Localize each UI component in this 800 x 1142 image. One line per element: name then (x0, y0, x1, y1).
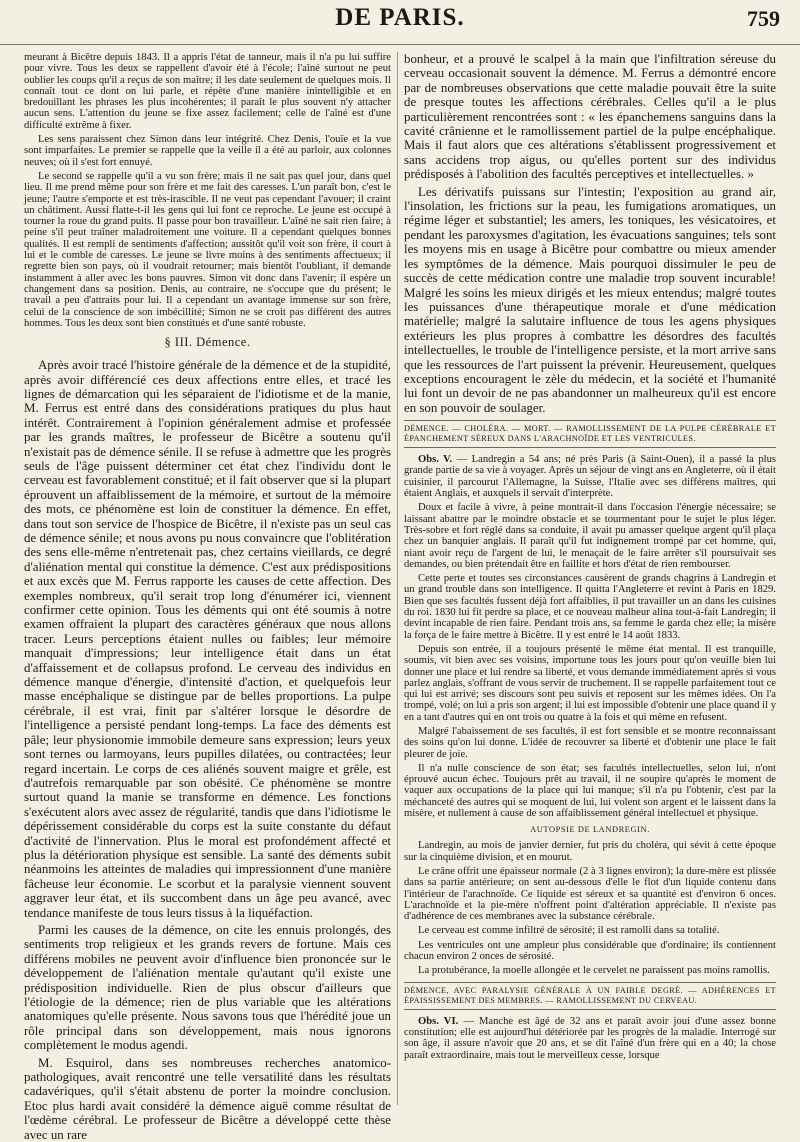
paragraph: Le cerveau est comme infiltré de sérosité; il est ramolli dans sa totalité. (418, 925, 720, 937)
paragraph: Il n'a nulle conscience de son état; ses facultés intellectuelles, selon lui, n'ont éprouvé aucun échec. Toujours prêt au travail, il ne soupire qu'après le moment de vaquer aux occupations de la place qui lui manque; s'il n'a pu l'obtenir, c'est par la méchanceté des autres qui se moquent de lui, lui volent son argent et le laissent dans la misère, et nullement à cause de son affaiblissement général intellectuel et physique. (404, 762, 776, 820)
right-large-text (404, 52, 776, 415)
paragraph: Cette perte et toutes ses circonstances causèrent de grands chagrins à Landregin et un grand trouble dans son intelligence. Il quitta l'Angleterre et revint à Paris en 1829. Bien que ses facultés fussent déjà fort affaiblies, il put travailler un an dans les cuisines du roi. 1830 lui fit perdre sa place, et ce nouveau malheur alina tout-à-fait Landregin; il devint incapable de rien faire. Pendant trois ans, sa femme le garda chez elle; la misère la força de le faire mettre à Bicêtre. Il y est entré le 14 août 1833. (404, 573, 776, 641)
paragraph: Malgré l'abaissement de ses facultés, il est fort sensible et se montre reconnaissant des soins qu'on lui donne. L'idée de recouvrer sa liberté et d'obtenir une place le fait pleurer de joie. (404, 725, 776, 760)
case-heading-obs-6: DÉMENCE, AVEC PARALYSIE GÉNÉRALE À UN FAIBLE DEGRÉ. — ADHÉRENCES ET ÉPAISSISSEMENT DES MEMBRES. — RAMOLLISSEMENT DU CERVEAU. (404, 982, 776, 1010)
case-text-obs-5 (404, 454, 776, 819)
paragraph-text: — Manche est âgé de 32 ans et paraît avoir joui d'une assez bonne constitution; elle est aujourd'hui détériorée par les progrès de la maladie. Interrogé sur son âge, il assure n'avoir que 20 ans, et se dit l'aîné d'un frère qui en a 40; la chose paraît extraordinaire, mais tout le merveilleux cesse, lorsque (404, 1015, 776, 1061)
paragraph: bonheur, et a prouvé le scalpel à la main que l'infiltration séreuse du cerveau occasionait souvent la démence. M. Ferrus a démontré encore par de nombreuses observations que cette maladie pouvait être la suite de presque toutes les affections cérébrales. Celles qu'il a le plus particulièrement rencontrées sont : « les épanchemens sanguins dans la cavité crânienne et le ramollissement partiel de la pulpe encéphalique. Mais il faut alors que ces altérations s'établissent progressivement et sans accidens trop aigus, ou qu'elles portent sur des individus prédisposés à l'abolition des facultés perceptives et intellectuelles. » (404, 52, 776, 182)
paragraph: Depuis son entrée, il a toujours présenté le même état mental. Il est tranquille, soumis, vit bien avec ses voisins, importune tous les jours pour qu'on veuille bien lui donner une place et lui rendre sa liberté, et vous demande immédiatement après si vous parlez anglais, s'offrant de vous servir de truchement. Il se rappelle parfaitement tout ce qui lui est arrivé; ses discours sont peu suivis et reposent sur les mêmes idées. On l'a trompé, volé; on lui a pris son argent; il lui est impossible d'obtenir une place quand il y en a tant d'autres qui en ont trois ou quatre à la fois et qui même en refusent. (404, 643, 776, 723)
case-text-obs-6 (404, 1016, 776, 1061)
paragraph (404, 1016, 776, 1061)
section-heading: § III. Démence. (164, 335, 251, 350)
left-column (24, 52, 391, 1142)
paragraph: M. Esquirol, dans ses nombreuses recherches anatomico-pathologiques, avait rencontré une telle versatilité dans les résultats cadavériques, qu'il s'était abstenu de porter la moindre conclusion. Etoc plus hardi avait considéré la démence aiguë comme résultat de l'œdème cérébral. Le professeur de Bicêtre a développé cette thèse avec un rare (24, 1055, 391, 1142)
column-divider (397, 52, 398, 1105)
observation-label: Obs. V. (418, 454, 453, 466)
paragraph-text: — Landregin a 54 ans; né près Paris (à Saint-Ouen), il a passé la plus grande partie de sa vie à voyager. Après un séjour de vingt ans en Angleterre, où il était cuisinier, il parcourut l'Allemagne, la Suisse, l'Italie avec ses différens maîtres, qui étaient Anglais, et auxquels il servait d'interprète. (404, 454, 777, 500)
paragraph: Le crâne offrit une épaisseur normale (2 à 3 lignes environ); la dure-mère est plissée dans sa partie antérieure; on sent au-dessous d'elle le flot d'un liquide contenu dans l'intérieur de l'arachnoïde. Ce liquide est séreux et sa quantité est d'environ 6 onces. L'arachnoïde et la pie-mère n'offrent point d'altération appréciable. Il n'existe pas d'adhérence de ces membranes avec la substance cérébrale. (404, 865, 776, 923)
page-number: 759 (747, 6, 780, 31)
paragraph (404, 454, 776, 499)
paragraph: La protubérance, la moelle allongée et le cervelet ne paraissent pas moins ramollis. (418, 965, 770, 977)
paragraph: meurant à Bicêtre depuis 1843. Il a appris l'état de tanneur, mais il n'a pu lui suffire pour vivre. Tous les deux se rappellent d'avoir été à l'école; l'aîné surtout ne peut oublier les coups qu'il a reçus de son maître; il les date seulement de quelques mois. Il connaît tout ce dont on lui parle, et répète d'une manière inintelligible et en bredouillant les phrases les plus incohérentes; il paraît le plus souvent n'y attacher aucun sens. L'attention du jeune se fixe assez facilement; celle de l'aîné est d'une difficulté extrême à fixer. (24, 52, 391, 131)
left-large-text (24, 358, 391, 1142)
paragraph: Après avoir tracé l'histoire générale de la démence et de la stupidité, après avoir différencié ces deux affections entre elles, et tracé les lignes de démarcation qui les séparaient de l'idiotisme et de la manie, M. Ferrus est entré dans des considérations pratiques du plus haut intérêt. Contrairement à l'opinion généralement admise et professée par les grands maîtres, le professeur de Bicêtre a soutenu qu'il n'existait pas de démence sénile. Il se refuse à admettre que les progrès seuls de l'âge puissent déterminer cet état chez l'individu dont le cerveau est favorablement constitué; et il fait observer que si la plupart éprouvent un affaiblissement de la mémoire, et surtout de la mémoire des mots, ce phénomène est loin de constituer la démence. En effet, dans tout son service de l'hospice de Bicêtre, il n'existe pas un seul cas de démence sénile; et nous avons pu nous convaincre que l'oblitération des sens elle-même n'entretenait pas, chez certains vieillards, ce degré d'aliénation mental qui constitue la démence. C'est aux prédispositions et aux excès que M. Ferrus rapporte les causes de cette affection. Des exemples nombreux, qu'il serait trop long d'énumérer ici, viennent confirmer cette opinion. Tous les déments qui ont été soumis à notre examen offraient la plupart des caractères généraux que nous allons tracer. Leurs perceptions étaient nulles ou faibles; leur mémoire manquait d'impressions; leur intelligence était dans un état d'affaissement et de collapsus profond. Le cerveau des individus en démence manque d'énergie, d'intensité d'action, et quelquefois leur masse encéphalique se distingue par de belles proportions. La pulpe cérébrale, il est vrai, finit par s'altérer lorsque le désordre de l'intelligence a persisté pendant long-temps. La face des déments est pâle; leur physionomie immobile demeure sans expression; leurs yeux sont ternes ou larmoyans, leurs pupilles dilatées, ou contractées; leur regard incertain. Le corps de ces aliénés souvent maigre et grêle, est d'autrefois remarquable par son obésité. Ce phénomène se montre surtout quand la manie se transforme en démence. Les fonctions s'exécutent alors avec assez de régularité, tandis que dans l'idiotisme le dépérissement considérable du corps est la suite constante du défaut d'activité de l'innervation. Plus le moral est profondément affecté et plus la détérioration physique est sensible. La santé des déments subit néanmoins les atteintes de maladies qui impressionnent d'une manière fâcheuse leur économie. Le scorbut et la paralysie viennent souvent aggraver leur état, et ils succombent dans un âge peu avancé, avec tendance manifeste de tous leurs tissus à la liquéfaction. (24, 358, 391, 920)
right-column (404, 52, 776, 1105)
case-heading-obs-5: DÉMENCE. — CHOLÉRA. — MORT. — RAMOLLISSEMENT DE LA PULPE CÉRÉBRALE ET ÉPANCHEMENT SÉREUX DANS L'ARACHNOÏDE ET LES VENTRICULES. (404, 420, 776, 448)
autopsy-heading: AUTOPSIE DE LANDREGIN. (530, 825, 650, 835)
paragraph: Les dérivatifs puissans sur l'intestin; l'exposition au grand air, l'insolation, les frictions sur la peau, les fumigations aromatiques, un régime léger et substantiel; les amers, les toniques, les vésicatoires, et pendant les paroxysmes d'agitation, les évacuations sanguines; tels sont les moyens mis en usage à Bicêtre pour combattre ou mieux amender les symptômes de la démence. Mais pourquoi dissimuler le peu de succès de cette médication contre une maladie trop souvent incurable! Malgré les soins les mieux dirigés et les mieux entendus; malgré toutes les puissances d'une thérapeutique morale et d'une médication matérielle; malgré la salutaire influence de tous les agens physiques extérieurs les plus propres à combattre les désordres des facultés intellectuelles, le trouble de l'intelligence persiste, et la mort arrive sans que les ressources de l'art puissent la prévenir. Heureusement, quelques exceptions encouragent le zèle du médecin, et la société et l'humanité lui font un devoir de ne pas abandonner un malheureux qu'il est encore en son pouvoir de soulager. (404, 184, 776, 415)
running-title: DE PARIS. (335, 4, 465, 31)
paragraph: Doux et facile à vivre, à peine montrait-il dans l'occasion l'énergie nécessaire; se laissant abattre par le moindre obstacle et se tourmentant pour le sujet le plus léger. Très-sobre et fort réglé dans sa conduite, il avait pu amasser quelque argent qu'il plaça chez un banquier anglais. Il paraît qu'il fut indignement trompé par cet homme, qui, niant avoir reçu de l'argent de lui, le menaçait de le faire arrêter s'il poursuivait ses demandes, ou bien prétendait être en faillite et hors d'état de rien rembourser. (404, 502, 776, 570)
paragraph: Landregin, au mois de janvier dernier, fut pris du choléra, qui sévit à cette époque sur la cinquième division, et en mourut. (404, 840, 776, 863)
left-small-text (24, 52, 391, 329)
autopsy-text (404, 840, 776, 976)
paragraph: Les sens paraissent chez Simon dans leur intégrité. Chez Denis, l'ouïe et la vue sont imparfaites. Le premier se rappelle que la veille il a été au parloir, aux colonnes neuves; où il s'est fort ennuyé. (24, 134, 391, 168)
paragraph: Parmi les causes de la démence, on cite les ennuis prolongés, des sentiments trop religieux et les grands revers de fortune. Mais ces différens mobiles ne peuvent avoir d'influence bien prononcée sur le développement de l'aliénation mentale qu'autant qu'il existe une prédisposition individuelle. Rien de plus obscur d'ailleurs que l'étiologie de la démence; rien de plus variable que les altérations anatomiques qu'elle présente. Nous savons tous que l'hérédité joue un rôle principal dans son développement, mais nous ignorons complètement le modus agendi. (24, 922, 391, 1053)
page-header (0, 0, 800, 45)
paragraph: Les ventricules ont une ampleur plus considérable que d'ordinaire; ils contiennent chacun environ 2 onces de sérosité. (404, 939, 776, 963)
paragraph: Le second se rappelle qu'il a vu son frère; mais il ne sait pas quel jour, dans quel lieu. Il me prend même pour son frère et me fait des caresses. L'un paraît bon, c'est le jeune; l'autre s'emporte et est très-irascible. Il ne veut pas cependant l'avouer; il craint un châtiment. Aussi flatte-t-il les gens qui lui font ce reproche. Le jeune est occupé à tourner la roue du grand puits. Il passe pour bon travailleur. L'aîné ne sait rien faire; à peine s'il peut traîner maladroitement une voiture. Il a cependant quelques bonnes qualités. Il est rempli de sentiments d'affection; aussitôt qu'il voit son frère, il court à lui et le comble de caresses. Le jeune se livre moins à des sentiments affectueux; il regrette bien son pays, où il voudrait retourner; mais bientôt l'oubliant, il demande instamment à aller avec les bons pauvres. Simon vit donc dans l'avenir; il espère un changement dans sa position. Denis, au contraire, ne s'occupe que du présent; le travail a peu d'attraits pour lui. Il a cependant un avantage immense sur son frère, celui de la conscience de son imbécillité; Simon ne se croit pas différent des autres hommes. Tous les deux sont bien constitués et d'une santé robuste. (24, 170, 391, 329)
observation-label: Obs. VI. (418, 1015, 459, 1027)
